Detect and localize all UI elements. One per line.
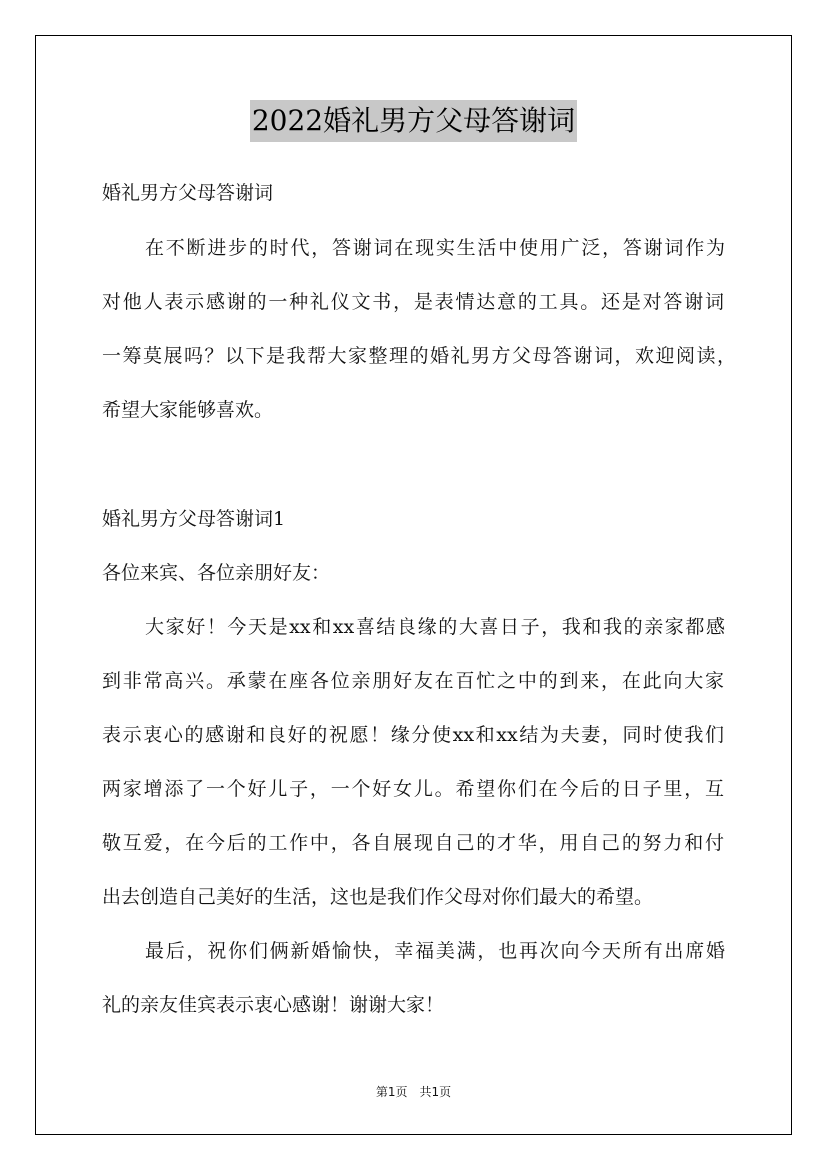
intro-line: 在不断进步的时代，答谢词在现实生活中使用广泛，答谢词作为 bbox=[145, 237, 725, 259]
title-container bbox=[0, 100, 827, 142]
document-title: 2022婚礼男方父母答谢词 bbox=[250, 100, 577, 142]
page-number-label: 第1页 共1页 bbox=[375, 1085, 452, 1099]
page-footer bbox=[0, 1083, 827, 1100]
closing-line: 最后，祝你们俩新婚愉快，幸福美满，也再次向今天所有出席婚 bbox=[145, 940, 725, 962]
closing-line: 礼的亲友佳宾表示衷心感谢！谢谢大家！ bbox=[102, 994, 445, 1016]
body-line: 大家好！今天是xx和xx喜结良缘的大喜日子，我和我的亲家都感 bbox=[145, 616, 725, 638]
intro-line: 一筹莫展吗？以下是我帮大家整理的婚礼男方父母答谢词，欢迎阅读， bbox=[102, 345, 736, 367]
body-line: 表示衷心的感谢和良好的祝愿！缘分使xx和xx结为夫妻，同时使我们 bbox=[102, 724, 724, 746]
intro-line: 希望大家能够喜欢。 bbox=[102, 399, 274, 421]
salutation: 各位来宾、各位亲朋好友： bbox=[102, 562, 331, 584]
document-heading: 婚礼男方父母答谢词 bbox=[102, 182, 274, 204]
body-line: 敬互爱，在今后的工作中，各自展现自己的才华，用自己的努力和付 bbox=[102, 832, 724, 854]
body-line: 两家增添了一个好儿子，一个好女儿。希望你们在今后的日子里，互 bbox=[102, 778, 724, 800]
body-line: 出去创造自己美好的生活，这也是我们作父母对你们最大的希望。 bbox=[102, 886, 654, 908]
body-line: 到非常高兴。承蒙在座各位亲朋好友在百忙之中的到来，在此向大家 bbox=[102, 670, 724, 692]
intro-line: 对他人表示感谢的一种礼仪文书，是表情达意的工具。还是对答谢词 bbox=[102, 291, 724, 313]
section-heading: 婚礼男方父母答谢词1 bbox=[102, 508, 286, 530]
